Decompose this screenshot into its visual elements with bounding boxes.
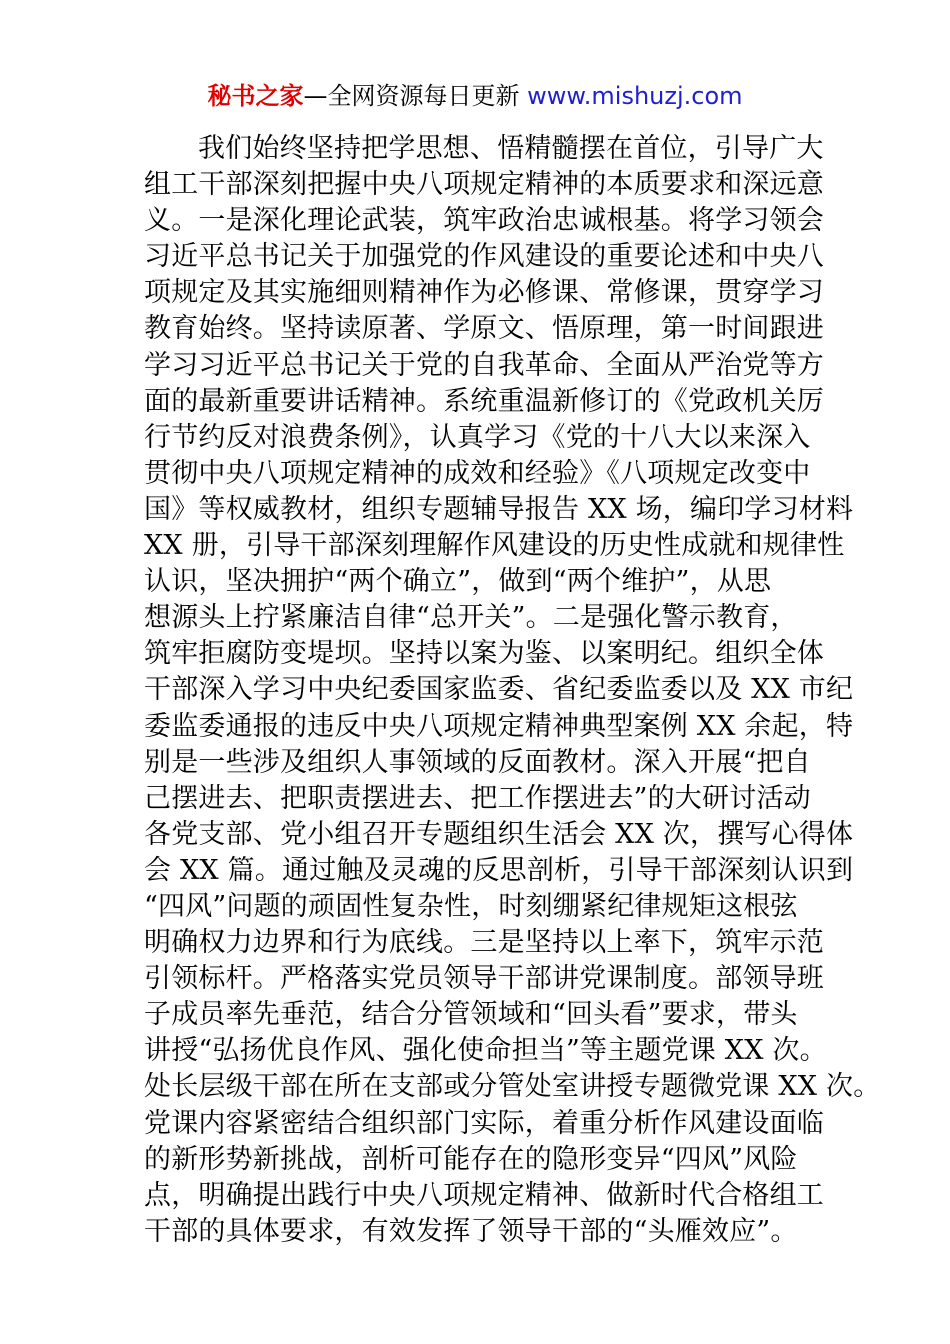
text-line: 认识，坚决拥护“两个确立”，做到“两个维护”，从思 — [144, 566, 772, 598]
text-line: 子成员率先垂范，结合分管领域和“回头看”要求，带头 — [144, 999, 798, 1031]
text-line: 干部的具体要求，有效发挥了领导干部的“头雁效应”。 — [144, 1215, 798, 1247]
text-line: 处长层级干部在所在支部或分管处室讲授专题微党课 XX 次。 — [144, 1071, 881, 1103]
text-line: 己摆进去、把职责摆进去、把工作摆进去”的大研讨活动 — [144, 782, 811, 814]
text-line: 筑牢拒腐防变堤坝。坚持以案为鉴、以案明纪。组织全体 — [144, 638, 824, 670]
text-line: 国》等权威教材，组织专题辅导报告 XX 场，编印学习材料 — [144, 493, 854, 525]
text-line: “四风”问题的顽固性复杂性，时刻绷紧纪律规矩这根弦 — [144, 890, 798, 922]
text-line: 委监委通报的违反中央八项规定精神典型案例 XX 余起，特 — [144, 710, 854, 742]
body-paragraph — [144, 131, 881, 1250]
text-line: 的新形势新挑战，剖析可能存在的隐形变异“四风”风险 — [144, 1143, 798, 1175]
text-line: 习近平总书记关于加强党的作风建设的重要论述和中央八 — [144, 241, 824, 273]
text-line: 项规定及其实施细则精神作为必修课、常修课，贯穿学习 — [144, 277, 824, 309]
header-slogan: —全网资源每日更新 — [303, 82, 528, 110]
text-line: 点，明确提出践行中央八项规定精神、做新时代合格组工 — [144, 1179, 824, 1211]
text-line: 我们始终坚持把学思想、悟精髓摆在首位，引导广大 — [198, 133, 824, 164]
text-line: 组工干部深刻把握中央八项规定精神的本质要求和深远意 — [144, 169, 824, 201]
text-line: 教育始终。坚持读原著、学原文、悟原理，第一时间跟进 — [144, 313, 824, 345]
text-line: 想源头上拧紧廉洁自律“总开关”。二是强化警示教育， — [144, 602, 798, 634]
text-line: 面的最新重要讲话精神。系统重温新修订的《党政机关厉 — [144, 385, 824, 417]
text-line: 党课内容紧密结合组织部门实际，着重分析作风建设面临 — [144, 1107, 824, 1139]
site-header — [0, 79, 950, 113]
text-line: 干部深入学习中央纪委国家监委、省纪委监委以及 XX 市纪 — [144, 674, 854, 706]
text-line: 明确权力边界和行为底线。三是坚持以上率下，筑牢示范 — [144, 927, 824, 959]
text-line: 讲授“弘扬优良作风、强化使命担当”等主题党课 XX 次。 — [144, 1035, 827, 1067]
text-line: 行节约反对浪费条例》，认真学习《党的十八大以来深入 — [144, 421, 811, 453]
text-line: 引领标杆。严格落实党员领导干部讲党课制度。部领导班 — [144, 963, 824, 995]
text-line: 会 XX 篇。通过触及灵魂的反思剖析，引导干部深刻认识到 — [144, 854, 854, 886]
text-line: 各党支部、党小组召开专题组织生活会 XX 次，撰写心得体 — [144, 818, 854, 850]
text-line: 别是一些涉及组织人事领域的反面教材。深入开展“把自 — [144, 746, 811, 778]
brand-name: 秘书之家 — [207, 82, 304, 110]
text-line: XX 册，引导干部深刻理解作风建设的历史性成就和规律性 — [144, 530, 845, 562]
text-line: 贯彻中央八项规定精神的成效和经验》《八项规定改变中 — [144, 457, 811, 489]
site-url-link[interactable]: www.mishuzj.com — [527, 82, 743, 110]
text-line: 学习习近平总书记关于党的自我革命、全面从严治党等方 — [144, 349, 824, 381]
text-line: 义。一是深化理论武装，筑牢政治忠诚根基。将学习领会 — [144, 205, 824, 237]
